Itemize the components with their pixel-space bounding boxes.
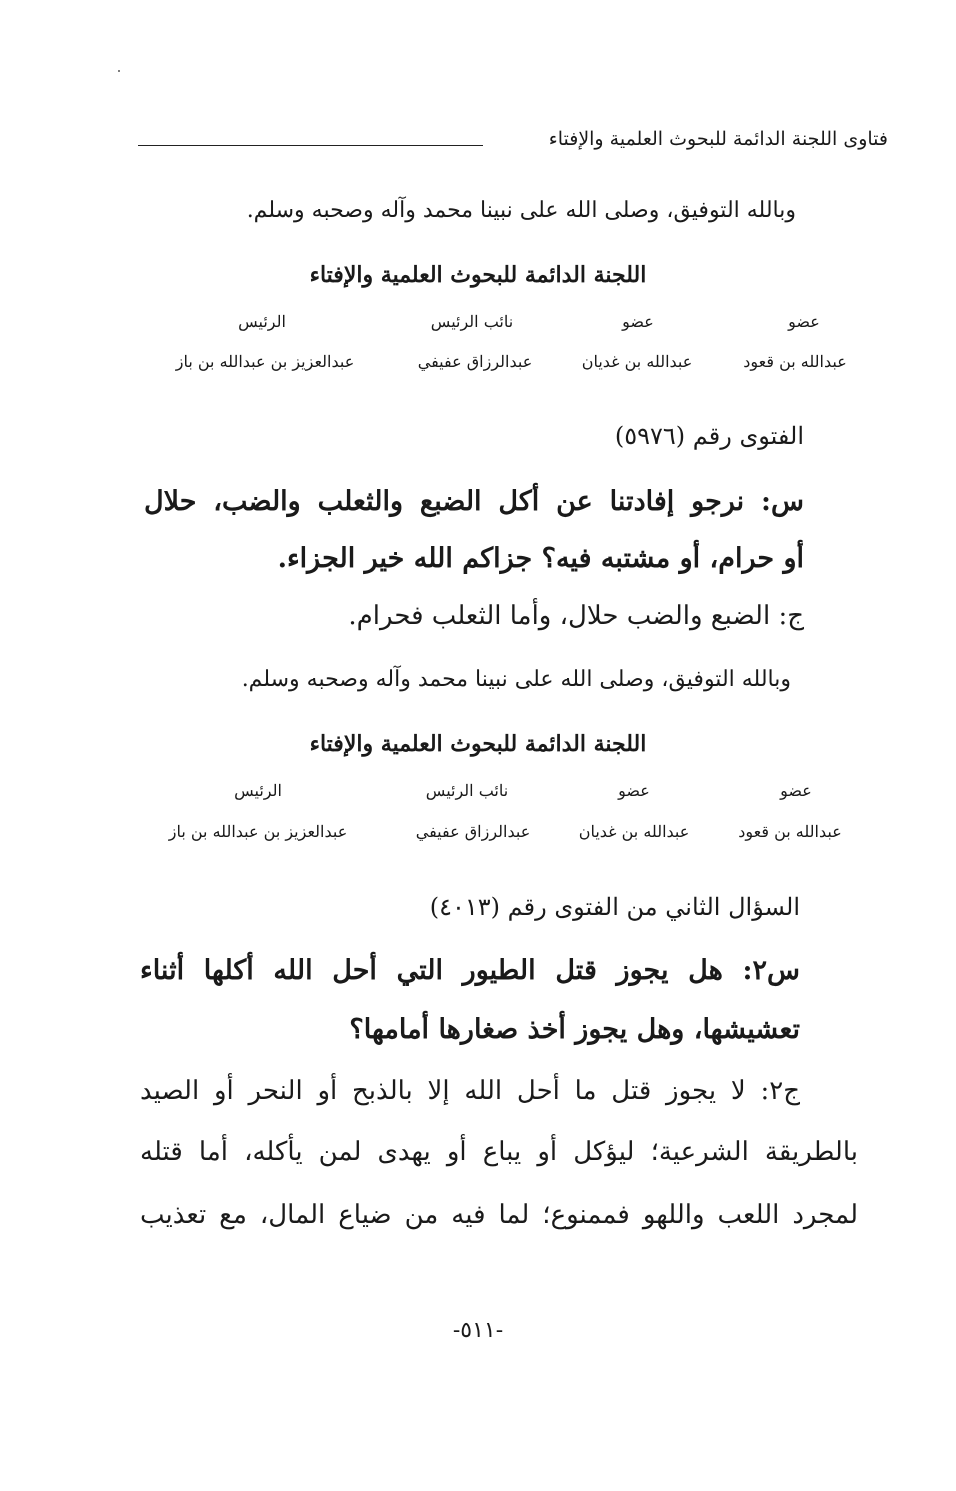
stray-dot (118, 70, 120, 72)
name-member-2: عبدالله بن غديان (578, 822, 690, 841)
name-president: عبدالعزيز بن عبدالله بن باز (168, 822, 348, 841)
running-header: فتاوى اللجنة الدائمة للبحوث العلمية والإفتاء (548, 128, 888, 150)
role-president: الرئيس (238, 312, 286, 331)
role-president: الرئيس (234, 781, 282, 800)
fatwa-2-question-line-1: س٢: هل يجوز قتل الطيور التي أحل الله أكلها أثناء (140, 955, 800, 986)
fatwa-1-question-line-1: س: نرجو إفادتنا عن أكل الضبع والثعلب والضب، حلال (144, 486, 804, 517)
closing-line-2: وبالله التوفيق، وصلى الله على نبينا محمد وآله وصحبه وسلم. (241, 667, 791, 692)
role-member-1: عضو (788, 312, 820, 331)
committee-title-1: اللجنة الدائمة للبحوث العلمية والإفتاء (309, 262, 647, 288)
name-vice-president: عبدالرزاق عفيفي (415, 822, 531, 841)
role-member-2: عضو (622, 312, 654, 331)
fatwa-2-answer-line-1: ج٢: لا يجوز قتل ما أحل الله إلا بالذبح أو النحر أو الصيد (140, 1076, 800, 1106)
name-member-2: عبدالله بن غديان (581, 352, 693, 371)
name-member-1: عبدالله بن قعود (738, 822, 842, 841)
role-vice-president: نائب الرئيس (425, 781, 509, 800)
fatwa-2-title: السؤال الثاني من الفتوى رقم (٤٠١٣) (429, 893, 800, 921)
fatwa-2-question-line-2: تعشيشها، وهل يجوز أخذ صغارها أمامها؟ (349, 1014, 800, 1045)
role-member-2: عضو (618, 781, 650, 800)
committee-title-2: اللجنة الدائمة للبحوث العلمية والإفتاء (309, 731, 647, 757)
header-rule (138, 145, 483, 146)
role-member-1: عضو (780, 781, 812, 800)
fatwa-1-answer: ج: الضبع والضب حلال، وأما الثعلب فحرام. (348, 601, 804, 631)
role-vice-president: نائب الرئيس (430, 312, 514, 331)
fatwa-2-answer-line-2: بالطريقة الشرعية؛ ليؤكل أو يباع أو يهدى لمن يأكله، أما قتله (140, 1137, 858, 1167)
fatwa-1-title: الفتوى رقم (٥٩٧٦) (614, 422, 804, 450)
name-president: عبدالعزيز بن عبدالله بن باز (175, 352, 355, 371)
closing-line-1: وبالله التوفيق، وصلى الله على نبينا محمد وآله وصحبه وسلم. (246, 198, 796, 223)
name-vice-president: عبدالرزاق عفيفي (417, 352, 533, 371)
page-number: -٥١١- (452, 1318, 504, 1343)
fatwa-1-question-line-2: أو حرام، أو مشتبه فيه؟ جزاكم الله خير الجزاء. (277, 543, 804, 574)
fatwa-2-answer-line-3: لمجرد اللعب واللهو فممنوع؛ لما فيه من ضياع المال، مع تعذيب (140, 1200, 858, 1230)
name-member-1: عبدالله بن قعود (743, 352, 847, 371)
